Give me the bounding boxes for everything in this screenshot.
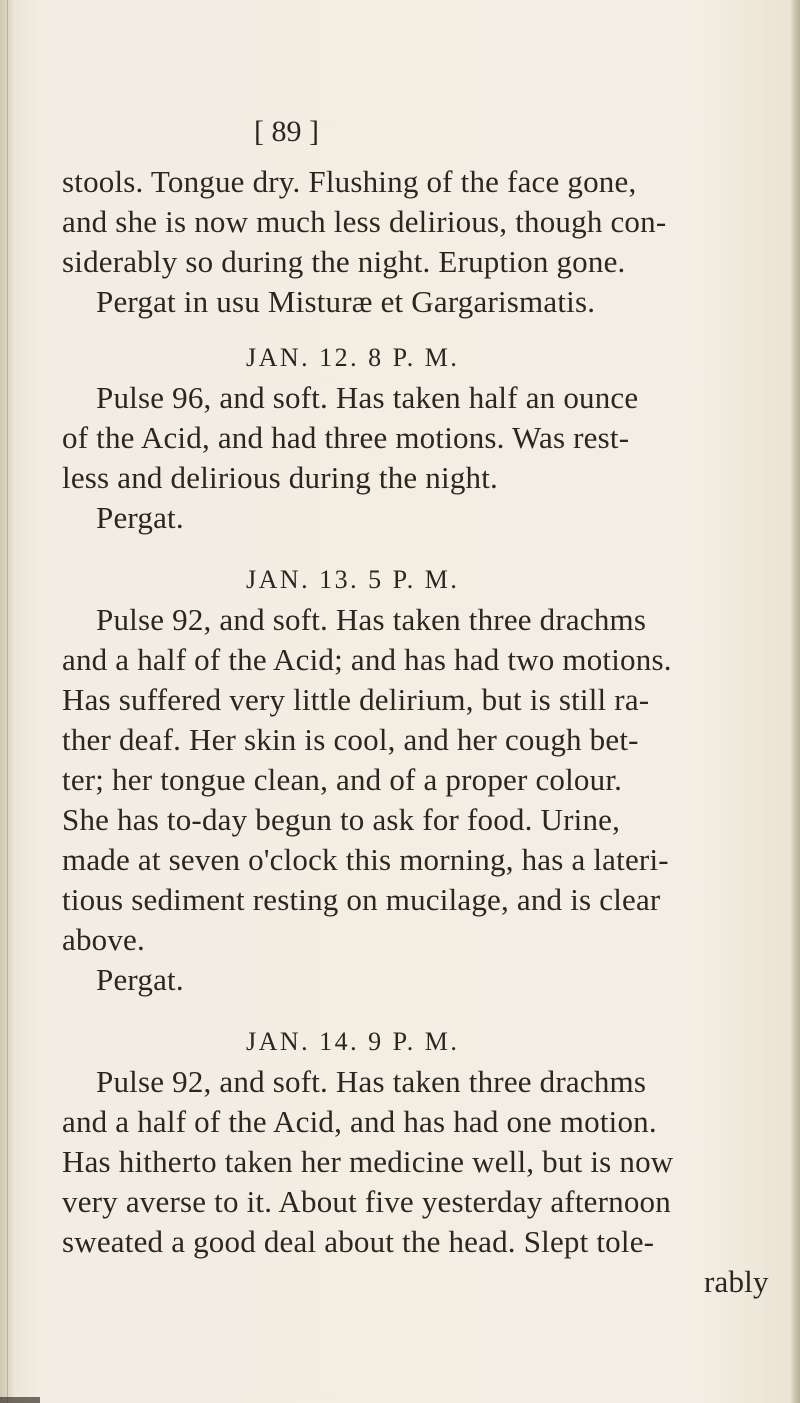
text-line: and a half of the Acid, and has had one motion. (62, 1104, 657, 1139)
page-corner-mark (0, 1397, 40, 1403)
text-line: less and delirious during the night. (62, 460, 498, 495)
text-line: tious sediment resting on mucilage, and is clear (62, 882, 661, 917)
text-line: Has suffered very little delirium, but is still ra- (62, 682, 650, 717)
text-line: Pulse 92, and soft. Has taken three drachms (96, 1064, 647, 1099)
text-line: ther deaf. Her skin is cool, and her cough bet- (62, 722, 639, 757)
text-line: above. (62, 922, 145, 957)
text-line: stools. Tongue dry. Flushing of the face gone, (62, 164, 637, 199)
text-line: made at seven o'clock this morning, has a lateri- (62, 842, 669, 877)
page-binding-edge (0, 0, 14, 1403)
text-line: Pergat in usu Misturæ et Gargarismatis. (96, 284, 596, 319)
text-line: sweated a good deal about the head. Slept tole- (62, 1224, 655, 1259)
entry-date: JAN. 13. 5 P. M. (246, 565, 460, 594)
text-line: very averse to it. About five yesterday afternoon (62, 1184, 671, 1219)
text-line: Has hitherto taken her medicine well, but is now (62, 1144, 674, 1179)
text-line: of the Acid, and had three motions. Was rest- (62, 420, 630, 455)
catchword: rably (704, 1264, 769, 1299)
text-line: and she is now much less delirious, though con- (62, 204, 667, 239)
text-line: Pulse 92, and soft. Has taken three drachms (96, 602, 647, 637)
text-line: siderably so during the night. Eruption gone. (62, 244, 626, 279)
text-line: She has to-day begun to ask for food. Urine, (62, 802, 621, 837)
page-right-edge (790, 0, 800, 1403)
text-line: ter; her tongue clean, and of a proper colour. (62, 762, 623, 797)
text-line: Pulse 96, and soft. Has taken half an ounce (96, 380, 639, 415)
text-line: Pergat. (96, 500, 184, 535)
page-number-header: [ 89 ] (254, 115, 319, 148)
text-line: Pergat. (96, 962, 184, 997)
entry-date: JAN. 12. 8 P. M. (246, 343, 460, 372)
entry-date: JAN. 14. 9 P. M. (246, 1027, 460, 1056)
text-line: and a half of the Acid; and has had two motions. (62, 642, 672, 677)
